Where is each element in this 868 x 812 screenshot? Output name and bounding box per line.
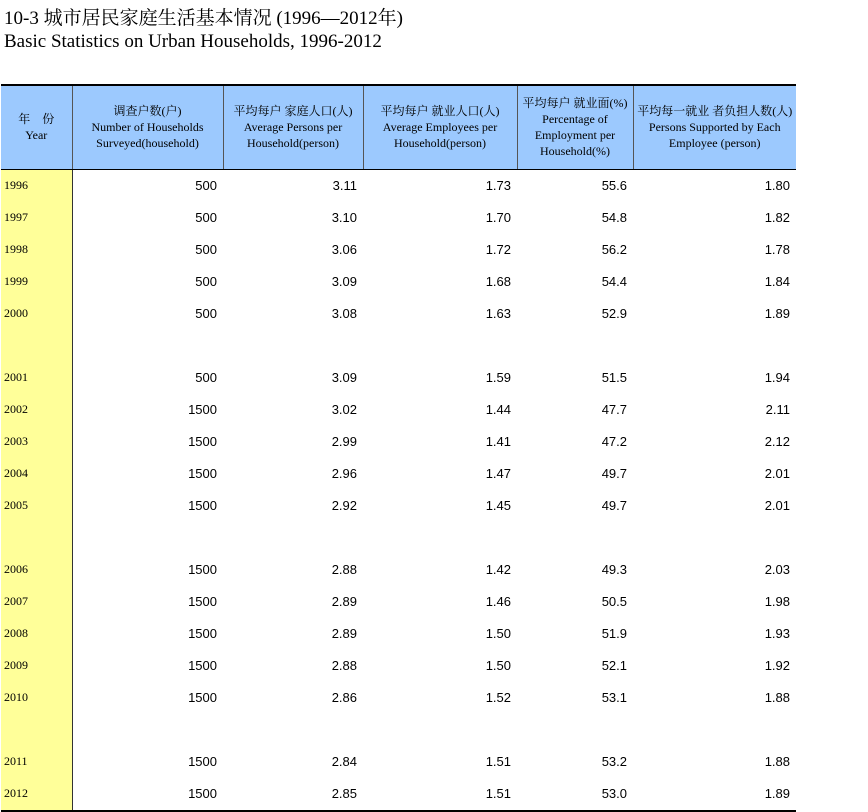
spacer-cell <box>363 522 517 554</box>
employment-pct-cell: 52.1 <box>601 658 627 673</box>
persons-cell: 2.86 <box>331 690 357 705</box>
households-cell: 500 <box>195 274 217 289</box>
households-cell: 1500 <box>188 754 217 769</box>
households-cell: 500 <box>195 242 217 257</box>
employment-pct-cell: 50.5 <box>601 594 627 609</box>
households-cell: 500 <box>195 178 217 193</box>
employment-pct-cell: 52.9 <box>601 306 627 321</box>
header-employment-pct <box>517 85 633 169</box>
employees-cell: 1.47 <box>485 466 511 481</box>
header-employees-zh: 平均每户 就业人口(人) <box>380 104 500 119</box>
supported-cell: 1.80 <box>764 178 790 193</box>
header-supported <box>633 85 796 169</box>
table-row <box>1 650 796 682</box>
spacer-row <box>1 522 796 554</box>
spacer-cell <box>517 522 633 554</box>
header-employees-en: Average Employees per Household(person) <box>382 120 498 151</box>
employees-cell: 1.59 <box>485 370 511 385</box>
supported-cell: 2.01 <box>764 498 790 513</box>
year-cell: 2001 <box>1 362 72 394</box>
households-cell: 1500 <box>188 466 217 481</box>
households-cell: 1500 <box>188 626 217 641</box>
persons-cell: 2.96 <box>331 466 357 481</box>
persons-cell: 3.08 <box>331 306 357 321</box>
employees-cell: 1.41 <box>485 434 511 449</box>
employees-cell: 1.50 <box>485 626 511 641</box>
employment-pct-cell: 53.0 <box>517 778 633 811</box>
employees-cell: 1.52 <box>485 690 511 705</box>
year-cell: 2004 <box>1 458 72 490</box>
persons-cell: 2.99 <box>331 434 357 449</box>
spacer-cell <box>72 522 223 554</box>
header-supported-en: Persons Supported by Each Employee (person) <box>648 120 781 151</box>
table-row <box>1 298 796 330</box>
year-cell: 2012 <box>1 778 72 811</box>
supported-cell: 2.12 <box>764 434 790 449</box>
persons-cell: 2.92 <box>331 498 357 513</box>
year-cell: 2007 <box>1 586 72 618</box>
persons-cell: 3.09 <box>331 274 357 289</box>
supported-cell: 1.88 <box>764 690 790 705</box>
employees-cell: 1.50 <box>485 658 511 673</box>
employees-cell: 1.44 <box>485 402 511 417</box>
table-row <box>1 778 796 811</box>
spacer-cell <box>633 714 796 746</box>
employment-pct-cell: 53.1 <box>601 690 627 705</box>
year-cell: 2002 <box>1 394 72 426</box>
supported-cell: 2.03 <box>764 562 790 577</box>
spacer-cell <box>223 714 363 746</box>
spacer-cell <box>517 714 633 746</box>
spacer-cell <box>1 522 72 554</box>
table-row <box>1 682 796 714</box>
employment-pct-cell: 55.6 <box>601 178 627 193</box>
employees-cell: 1.51 <box>485 754 511 769</box>
year-cell: 2000 <box>1 298 72 330</box>
table-header <box>1 85 796 169</box>
persons-cell: 3.02 <box>331 402 357 417</box>
supported-cell: 1.92 <box>764 658 790 673</box>
header-year <box>1 85 72 169</box>
year-cell: 1998 <box>1 234 72 266</box>
table-row <box>1 458 796 490</box>
table-row <box>1 394 796 426</box>
header-employment-pct-zh: 平均每户 就业面(%) <box>522 96 628 111</box>
table-row <box>1 618 796 650</box>
employees-cell: 1.51 <box>363 778 517 811</box>
employment-pct-cell: 56.2 <box>601 242 627 257</box>
header-persons-zh: 平均每户 家庭人口(人) <box>233 104 353 119</box>
households-cell: 1500 <box>72 778 223 811</box>
supported-cell: 1.98 <box>764 594 790 609</box>
employees-cell: 1.46 <box>485 594 511 609</box>
year-cell: 2003 <box>1 426 72 458</box>
header-households-en: Number of Households Surveyed(household) <box>91 120 204 151</box>
year-cell: 2005 <box>1 490 72 522</box>
employment-pct-cell: 47.2 <box>601 434 627 449</box>
households-cell: 1500 <box>188 434 217 449</box>
persons-cell: 3.06 <box>331 242 357 257</box>
table-row <box>1 746 796 778</box>
supported-cell: 1.89 <box>633 778 796 811</box>
persons-cell: 3.09 <box>331 370 357 385</box>
employment-pct-cell: 49.7 <box>601 498 627 513</box>
households-cell: 1500 <box>188 562 217 577</box>
employment-pct-cell: 49.7 <box>601 466 627 481</box>
employment-pct-cell: 51.9 <box>601 626 627 641</box>
persons-cell: 2.85 <box>223 778 363 811</box>
employment-pct-cell: 47.7 <box>601 402 627 417</box>
table-row <box>1 234 796 266</box>
supported-cell: 1.89 <box>764 306 790 321</box>
supported-cell: 1.93 <box>764 626 790 641</box>
spacer-cell <box>223 522 363 554</box>
persons-cell: 2.84 <box>331 754 357 769</box>
supported-cell: 1.88 <box>764 754 790 769</box>
table-row <box>1 169 796 202</box>
supported-cell: 1.84 <box>764 274 790 289</box>
header-households <box>72 85 223 169</box>
table-row <box>1 202 796 234</box>
employment-pct-cell: 54.8 <box>601 210 627 225</box>
spacer-row <box>1 714 796 746</box>
table-row <box>1 362 796 394</box>
spacer-cell <box>633 522 796 554</box>
spacer-cell <box>1 330 72 362</box>
employment-pct-cell: 54.4 <box>601 274 627 289</box>
persons-cell: 2.88 <box>331 658 357 673</box>
spacer-cell <box>517 330 633 362</box>
spacer-cell <box>72 330 223 362</box>
year-cell: 2011 <box>1 746 72 778</box>
persons-cell: 2.89 <box>331 594 357 609</box>
header-year-zh: 年 份 <box>18 112 55 127</box>
year-cell: 2008 <box>1 618 72 650</box>
employees-cell: 1.68 <box>485 274 511 289</box>
households-cell: 500 <box>195 370 217 385</box>
households-cell: 1500 <box>188 402 217 417</box>
employees-cell: 1.70 <box>485 210 511 225</box>
households-cell: 1500 <box>188 498 217 513</box>
spacer-cell <box>363 330 517 362</box>
header-supported-zh: 平均每一就业 者负担人数(人) <box>637 104 793 119</box>
persons-cell: 3.11 <box>332 178 357 193</box>
employees-cell: 1.73 <box>485 178 511 193</box>
year-cell: 2010 <box>1 682 72 714</box>
spacer-cell <box>223 330 363 362</box>
header-employees <box>363 85 517 169</box>
urban-households-table <box>1 84 796 812</box>
header-year-en: Year <box>25 128 48 143</box>
header-households-zh: 调查户数(户) <box>113 104 182 119</box>
table-title-english: Basic Statistics on Urban Households, 1996-2012 <box>4 31 382 52</box>
employees-cell: 1.63 <box>485 306 511 321</box>
supported-cell: 2.11 <box>765 402 790 417</box>
year-cell: 2009 <box>1 650 72 682</box>
header-persons-en: Average Persons per Household(person) <box>243 120 343 151</box>
supported-cell: 1.78 <box>764 242 790 257</box>
supported-cell: 2.01 <box>764 466 790 481</box>
spacer-cell <box>633 330 796 362</box>
households-cell: 1500 <box>188 594 217 609</box>
header-employment-pct-en: Percentage of Employment per Household(%) <box>534 112 616 159</box>
employees-cell: 1.45 <box>485 498 511 513</box>
supported-cell: 1.82 <box>764 210 790 225</box>
households-cell: 1500 <box>188 690 217 705</box>
table-row <box>1 426 796 458</box>
table-row <box>1 554 796 586</box>
supported-cell: 1.94 <box>764 370 790 385</box>
employees-cell: 1.42 <box>485 562 511 577</box>
year-cell: 1996 <box>1 169 72 202</box>
households-cell: 500 <box>195 210 217 225</box>
persons-cell: 3.10 <box>331 210 357 225</box>
spacer-row <box>1 330 796 362</box>
header-persons <box>223 85 363 169</box>
households-cell: 1500 <box>188 658 217 673</box>
households-cell: 500 <box>195 306 217 321</box>
table-row <box>1 266 796 298</box>
table-body <box>1 169 796 811</box>
employees-cell: 1.72 <box>485 242 511 257</box>
table-row <box>1 586 796 618</box>
spacer-cell <box>363 714 517 746</box>
table-row <box>1 490 796 522</box>
persons-cell: 2.89 <box>331 626 357 641</box>
spacer-cell <box>1 714 72 746</box>
year-cell: 1997 <box>1 202 72 234</box>
spacer-cell <box>72 714 223 746</box>
employment-pct-cell: 49.3 <box>601 562 627 577</box>
table-title-chinese: 10-3 城市居民家庭生活基本情况 (1996—2012年) <box>4 8 403 29</box>
employment-pct-cell: 53.2 <box>601 754 627 769</box>
year-cell: 2006 <box>1 554 72 586</box>
year-cell: 1999 <box>1 266 72 298</box>
persons-cell: 2.88 <box>331 562 357 577</box>
employment-pct-cell: 51.5 <box>601 370 627 385</box>
